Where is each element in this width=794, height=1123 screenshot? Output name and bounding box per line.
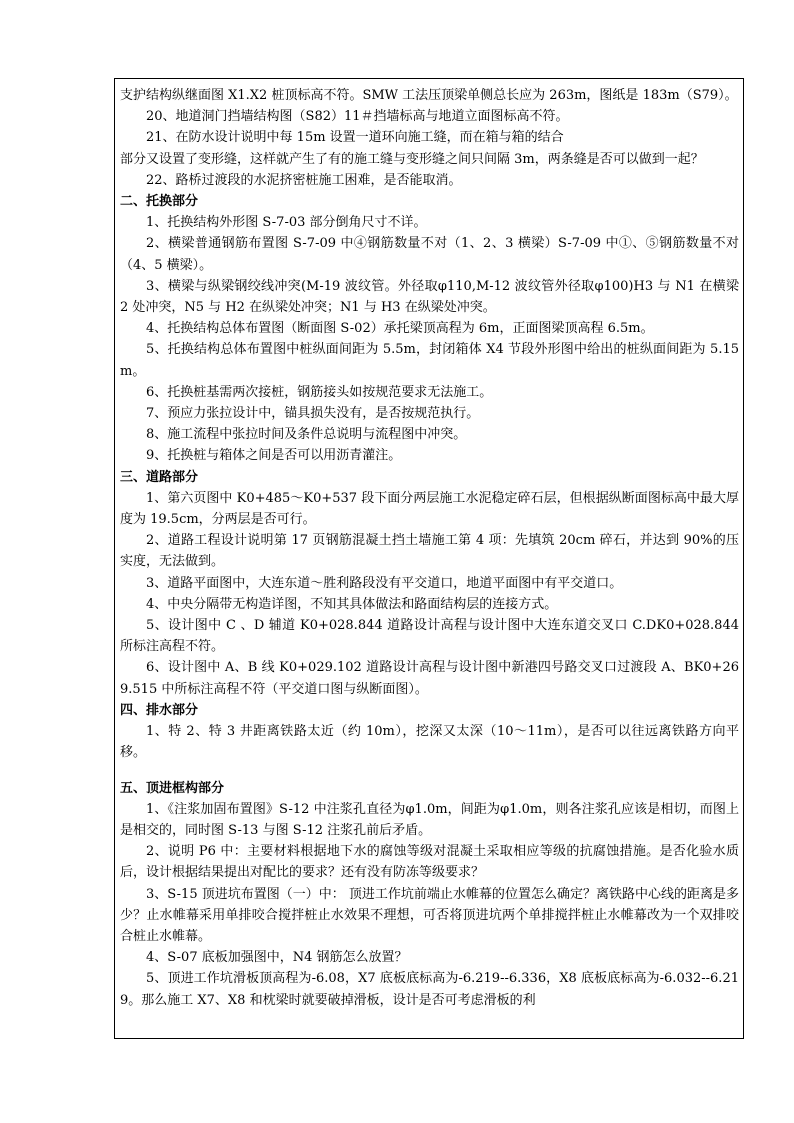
jacking-item-5: 5、顶进工作坑滑板顶高程为-6.08，X7 底板底标高为-6.219--6.336，X8 底板底标高为-6.032--6.219。那么施工 X7、X8 和枕梁时就要破掉滑板，设计是否可考虑滑板的利 [120,971,739,1008]
jacking-item-3: 3、S-15 顶进坑布置图（一）中： 顶进工作坑前端止水帷幕的位置怎么确定？离铁路中心线的距离是多少？止水帷幕采用单排咬合搅拌桩止水效果不理想，可否将顶进坑两个单排搅拌桩止水帷幕改为一个双排咬合桩止水帷幕。 [120,886,739,944]
underpinning-item-3: 3、横梁与纵梁钢绞线冲突(M-19 波纹管。外径取φ110,M-12 波纹管外径取φ100)H3 与 N1 在横梁 2 处冲突，N5 与 H2 在纵梁处冲突；N1 与 H3 在纵梁处冲突。 [120,278,739,316]
spacer [120,764,739,778]
underpinning-item-9: 9、托换桩与箱体之间是否可以用沥青灌注。 [146,448,402,464]
document-body [115,79,743,1011]
road-item-2: 2、道路工程设计说明第 17 页钢筋混凝土挡土墙施工第 4 项：先填筑 20cm 碎石，并达到 90%的压实度，无法做到。 [120,533,739,570]
paragraph-item-21: 21、在防水设计说明中每 15m 设置一道环向施工缝，而在箱与箱的结合 [146,130,564,146]
document-table-cell [114,78,744,1039]
underpinning-item-8: 8、施工流程中张拉时间及条件总说明与流程图中冲突。 [146,427,467,443]
underpinning-item-1: 1、托换结构外形图 S-7-03 部分倒角尺寸不详。 [146,215,427,231]
underpinning-item-5: 5、托换结构总体布置图中桩纵面间距为 5.5m，封闭箱体 X4 节段外形图中给出的桩纵面间距为 5.15m。 [120,342,739,379]
underpinning-item-7: 7、预应力张拉设计中，锚具损失没有，是否按规范执行。 [146,406,480,422]
section-heading-road: 三、道路部分 [120,469,199,485]
underpinning-item-2: 2、横梁普通钢筋布置图 S-7-09 中④钢筋数量不对（1、2、3 横梁）S-7-09 中①、⑤钢筋数量不对（4、5 横梁）。 [120,236,739,273]
section-heading-underpinning: 二、托换部分 [120,194,199,210]
drainage-item-1: 1、特 2、特 3 井距离铁路太近（约 10m），挖深又太深（10～11m），是否可以往远离铁路方向平移。 [120,724,739,761]
jacking-item-2: 2、说明 P6 中：主要材料根据地下水的腐蚀等级对混凝土采取相应等级的抗腐蚀措施。是否化验水质后，设计根据结果提出对配比的要求？还有没有防冻等级要求？ [120,844,739,881]
road-item-3: 3、道路平面图中，大连东道～胜利路段没有平交道口，地道平面图中有平交道口。 [146,575,623,591]
underpinning-item-6: 6、托换桩基需两次接桩，钢筋接头如按规范要求无法施工。 [146,384,493,400]
paragraph-item-20: 20、地道洞门挡墙结构图（S82）11＃挡墙标高与地道立面图标高不符。 [146,109,569,125]
jacking-item-4: 4、S-07 底板加强图中，N4 钢筋怎么放置？ [146,950,408,966]
road-item-4: 4、中央分隔带无构造详图，不知其具体做法和路面结构层的连接方式。 [146,596,558,612]
road-item-5: 5、设计图中 C 、D 辅道 K0+028.844 道路设计高程与设计图中大连东道交叉口 C.DK0+028.844 所标注高程不符。 [120,618,739,655]
paragraph-19-continued: 支护结构纵继面图 X1.X2 桩顶标高不符。SMW 工法压顶梁单侧总长应为 263m，图纸是 183m（S79）。 [120,88,738,103]
section-heading-drainage: 四、排水部分 [120,702,199,718]
section-heading-jacking-frame: 五、顶进框构部分 [120,780,225,796]
paragraph-item-22: 22、路桥过渡段的水泥挤密桩施工困难，是否能取消。 [146,172,462,188]
paragraph-item-21-continued: 部分又设置了变形缝，这样就产生了有的施工缝与变形缝之间只间隔 3m，两条缝是否可以做到一起？ [120,151,704,167]
underpinning-item-4: 4、托换结构总体布置图（断面图 S-02）承托梁顶高程为 6m，正面图梁顶高程 6.5m。 [146,321,654,337]
jacking-item-1: 1、《注浆加固布置图》S-12 中注浆孔直径为φ1.0m，间距为φ1.0m，则各注浆孔应该是相切，而图上是相交的，同时图 S-13 与图 S-12 注浆孔前后矛盾。 [120,801,739,838]
road-item-1: 1、第六页图中 K0+485～K0+537 段下面分两层施工水泥稳定碎石层，但根据纵断面图标高中最大厚度为 19.5cm，分两层是否可行。 [120,490,739,528]
road-item-6: 6、设计图中 A、B 线 K0+029.102 道路设计高程与设计图中新港四号路交叉口过渡段 A、BK0+269.515 中所标注高程不符（平交道口图与纵断面图）。 [120,660,739,697]
